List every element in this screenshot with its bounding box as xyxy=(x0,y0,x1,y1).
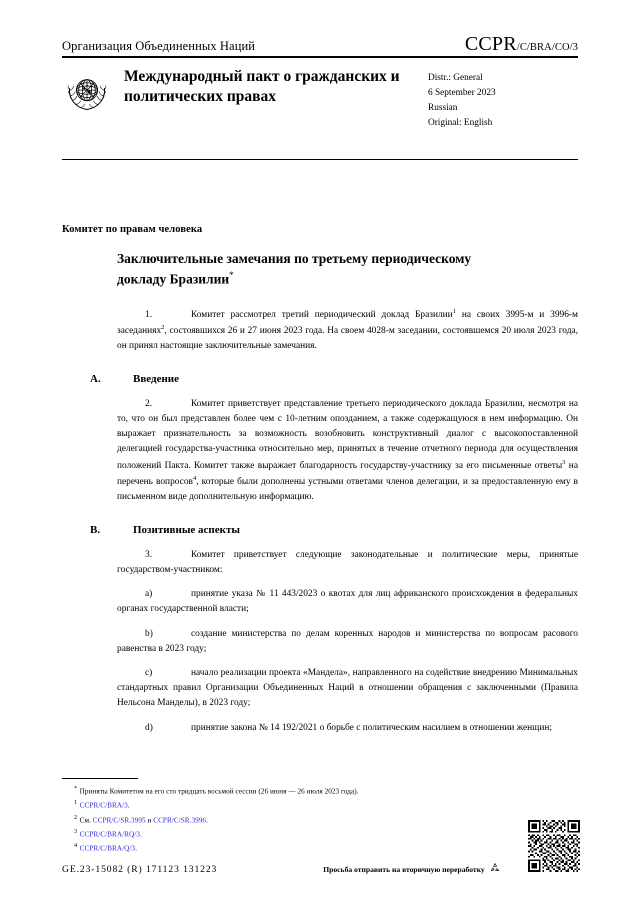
section-heading xyxy=(90,524,578,536)
document-content xyxy=(62,250,578,736)
footnote: * Приняты Комитетом на его сто тридцать восьмой сессии (26 июня — 26 июля 2023 года). xyxy=(74,785,359,796)
footnote-mark: 2 xyxy=(74,813,78,821)
recycle-note xyxy=(323,862,500,876)
distribution-type: Distr.: General xyxy=(428,73,483,83)
numbered-paragraph: 2. Комитет приветствует представление третьего периодического доклада Бразилии, несмотря на то, что он был представлен более чем с 10-летним опозданием, а также содержащуюся в нем информацию. Он выражает признательность за возможность возобновить конструктивный диалог с высокопоставленной делегацией государства-участника относительно мер, принятых в течение отчетного периода для осуществления положений Пакта. Комитет также выражает благодарность государству-участнику за его письменные ответы$^3$ на перечень вопросов$^4$, которые были дополнены устными ответами членов делегации, и за предоставленную ему в письменном виде дополнительную информацию. xyxy=(117,398,578,503)
treaty-title: Международный пакт о гражданских и политических правах xyxy=(124,68,400,106)
recycle-icon xyxy=(489,862,501,876)
numbered-paragraph: 1. Комитет рассмотрел третий периодический доклад Бразилии$^1$ на своих 3995-м и 3996-м заседаниях$^2$, состоявшихся 26 и 27 июня 2023 года. На своем 4028-м заседании, состоявшемся 20 июля 2023 года, он принял настоящие заключительные замечания. xyxy=(117,307,578,352)
paragraph-number: 2. xyxy=(145,398,153,409)
masthead-bottom-rule xyxy=(62,159,578,160)
document-symbol-main: CCPR xyxy=(464,33,517,55)
section-title: Позитивные аспекты xyxy=(133,523,240,536)
page-footer xyxy=(62,862,578,876)
list-item-letter: c) xyxy=(145,668,153,678)
footnote-mark: 3 xyxy=(74,827,78,835)
section-title: Введение xyxy=(133,372,180,385)
footnote-mark: 1 xyxy=(74,799,78,807)
section-letter: B. xyxy=(90,523,101,536)
lettered-list xyxy=(62,587,578,736)
masthead-top-row xyxy=(62,34,578,56)
qr-code xyxy=(528,820,580,872)
job-number: GE.23-15082 (R) 171123 131223 xyxy=(62,863,218,875)
sections-container xyxy=(62,373,578,736)
recycle-note-text: Просьба отправить на вторичную переработку xyxy=(323,864,485,874)
list-item-letter: b) xyxy=(145,628,153,639)
footnote-reference[interactable]: 4 xyxy=(192,475,197,482)
lettered-list-item: a) принятие указа № 11 443/2023 о квотах для лиц африканского происхождения в федеральных органах государственной власти; xyxy=(117,589,578,615)
paragraph-number: 1. xyxy=(145,309,153,320)
section-letter: A. xyxy=(90,372,101,385)
committee-name: Комитет по правам человека xyxy=(62,224,203,235)
footnote-mark: * xyxy=(74,785,78,792)
footnote-reference[interactable]: 1 xyxy=(452,307,456,315)
un-emblem-icon xyxy=(64,69,110,115)
paragraph-number: 3. xyxy=(145,549,153,560)
masthead-body xyxy=(62,58,578,153)
footnote-reference[interactable]: 3 xyxy=(562,458,566,466)
footnote-link[interactable]: CCPR/C/BRA/Q/3 xyxy=(79,844,136,853)
footnote-link[interactable]: CCPR/C/SR.3995 xyxy=(92,815,146,824)
footnote-link[interactable]: CCPR/C/SR.3996 xyxy=(153,815,207,824)
document-symbol xyxy=(465,34,578,54)
footnotes xyxy=(62,778,522,855)
numbered-paragraph: 3. Комитет приветствует следующие законодательные и политические меры, принятые государством-участником: xyxy=(117,549,578,575)
lettered-list-item: c) начало реализации проекта «Мандела», направленного на содействие внедрению Минимальных стандартных правил Организации Объединенных Наций в отношении обращения с заключенными (Правила Нельсона Манделы), в 2023 году; xyxy=(117,668,578,709)
distribution-block xyxy=(428,67,578,131)
footnote-mark: 4 xyxy=(74,842,78,850)
footnote-link[interactable]: CCPR/C/BRA/RQ/3 xyxy=(79,830,140,839)
footnote-separator xyxy=(62,778,138,779)
page-title xyxy=(117,250,517,289)
footnote: 1 CCPR/C/BRA/3. xyxy=(74,799,130,810)
document-date: 6 September 2023 xyxy=(428,88,496,99)
list-item-letter: d) xyxy=(145,722,153,733)
masthead xyxy=(62,34,578,160)
lettered-list-item: b) создание министерства по делам коренных народов и министерства по вопросам расового равенства в 2023 году; xyxy=(117,628,578,654)
organization-name: Организация Объединенных Наций xyxy=(62,39,256,54)
footnote-list xyxy=(62,784,522,855)
lettered-list-item: d) принятие закона № 14 192/2021 о борьбе с политическим насилием в отношении женщин; xyxy=(117,721,578,736)
list-item-letter: a) xyxy=(145,589,153,600)
footnote-link[interactable]: CCPR/C/BRA/3 xyxy=(79,801,128,810)
intro-paragraphs xyxy=(62,307,578,355)
footnote: 3 CCPR/C/BRA/RQ/3. xyxy=(74,827,142,839)
footnote: 2 См. CCPR/C/SR.3995 и CCPR/C/SR.3996. xyxy=(74,813,208,824)
original-language: Original: English xyxy=(428,118,493,129)
footnote: 4 CCPR/C/BRA/Q/3. xyxy=(74,842,137,853)
page-title-text: Заключительные замечания по третьему периодическому докладу Бразилии xyxy=(117,251,472,287)
document-language: Russian xyxy=(428,103,458,114)
footnote-reference[interactable]: 2 xyxy=(161,324,165,332)
document-symbol-suffix: /C/BRA/CO/3 xyxy=(516,42,578,53)
section-heading xyxy=(90,373,578,385)
page-title-footnote-mark: * xyxy=(229,269,234,280)
